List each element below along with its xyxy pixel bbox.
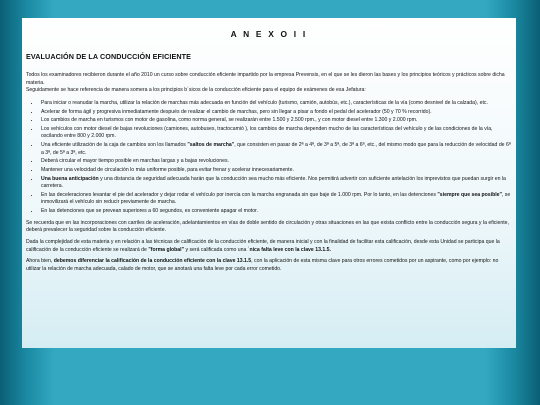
list-item [40, 175, 512, 191]
list-item-text: Los cambios de marcha en turismos con motor de gasolina, como norma general, se realizarán entre 1.500 y 2.500 rpm., y con motor diesel entre 1.300 y 2.000 rpm. [41, 117, 418, 124]
list-item-text: En las detenciones que se prevean superiores a 60 segundos, es conveniente apagar el motor. [41, 208, 258, 215]
list-item [40, 207, 512, 216]
grading-text-mid: y será calificada como una ´ [184, 246, 250, 253]
grading-bold-global: "forma global" [148, 246, 185, 253]
list-item [40, 141, 512, 157]
intro-paragraph [26, 72, 512, 95]
section-title: EVALUACIÓN DE LA CONDUCCIÓN EFICIENTE [26, 52, 192, 62]
list-item-text: Acelerar de forma ágil y progresiva inmediatamente después de realizar el cambio de marchas, pero sin llegar a pisar a fondo el pedal del acelerador (50 y 70 % recorrido). [41, 108, 432, 115]
safety-paragraph: Se recuerda que en las incorporaciones con carriles de aceleración, adelantamientos en vías de doble sentido de circulación y otras situaciones en las que exista conflicto entre la conducción segura y la eficiente, deberá prevalecer la seguridad sobre la conducción eficiente. [26, 219, 509, 234]
list-item-bold: "siempre que sea posible" [437, 191, 502, 198]
distinction-text-after: , con la aplicación de esta misma clave para otros errores cometidos por un aspirante, como por ejemplo: no utilizar la relación de marcha adecuada, calado de motor, que se anotará una falta leve por cada error cometido. [26, 258, 499, 272]
grading-paragraph [26, 239, 512, 254]
intro-text: Todos los examinadores recibieron durante el año 2010 un curso sobre conducción eficiente impartido por la empresa Prevensis, en el que se les dieron las bases y los principios teóricos y prácticos sobre dicha materia. [26, 72, 505, 86]
list-item [40, 108, 512, 117]
list-item [40, 125, 512, 141]
list-item-text-after: , se inmovilizará el vehículo sin reducir previamente de marcha. [41, 191, 511, 206]
list-item [40, 157, 512, 166]
list-item-bold: "saltos de marcha" [187, 142, 235, 149]
list-item-text: Para iniciar o reanudar la marcha, utilizar la relación de marchas más adecuada en función del vehículo (turismo, camión, autobús, etc.), características de la vía (como desnivel de la calzada), etc. [41, 99, 488, 106]
list-item-text-after: y una distancia de seguridad adecuada harán que la conducción sea mucho más eficiente. Nos permitirá advertir con suficiente antelación los imprevistos que puedan surgir en la carretera. [41, 175, 506, 190]
list-item-bold: Una buena anticipación [41, 175, 99, 182]
list-item [40, 191, 512, 207]
list-item [40, 116, 512, 125]
list-item [40, 166, 512, 175]
list-item-text: Una eficiente utilización de la caja de cambios son los llamados [41, 142, 188, 149]
list-item-text: Mantener una velocidad de circulación lo más uniforme posible, para evitar frenar y acelerar innecesariamente. [41, 166, 294, 173]
list-item-text-after: , que consisten en pasar de 2ª a 4ª, de 3ª a 5ª, de 3ª a 6ª, etc., del mismo modo que para la reducción de velocidad de 6ª a 3ª, de 5ª a 3ª, etc. [41, 142, 511, 156]
annex-title: A N E X O I I [230, 29, 308, 39]
list-item [40, 99, 512, 108]
distinction-paragraph [26, 258, 512, 273]
grading-bold-key: nica falta leve con la clave 13.1.5. [249, 246, 331, 253]
distinction-text: Ahora bien, [26, 258, 54, 265]
distinction-bold: debemos diferenciar la calificación de la conducción eficiente con la clave 13.1.5 [53, 258, 252, 265]
grading-text: Dada la complejidad de esta materia y en relación a las técnicas de calificación de la conducción eficiente, de manera inicial y con la finalidad de facilitar esta calificación, desde esta Unidad se participa que la calificación de la conducción eficiente se realizará de [26, 238, 500, 253]
document-page [22, 18, 516, 348]
list-item-text: Los vehículos con motor diesel de bajas revoluciones (camiones, autobuses, tractocamió ), los cambios de marcha dependen mucho de las características del vehículo y de las condiciones de la vía, oscilando entre 800 y 2.000 rpm. [41, 125, 493, 140]
list-item-text: Deberá circular el mayor tiempo posible en marchas largas y a bajas revoluciones. [41, 158, 230, 165]
principles-list [26, 99, 512, 216]
intro-text-2: Seguidamente se hace referencia de manera somera a los principios b´sicos de la conducción eficiente para el equipo de exámenes de esa Jefatura: [26, 87, 366, 94]
list-item-text: En las deceleraciones levantar el pie del acelerador y dejar rodar el vehículo por inercia con la marcha engranada sin que baje de 1.000 rpm. Por lo tanto, en las detenciones [41, 191, 438, 198]
